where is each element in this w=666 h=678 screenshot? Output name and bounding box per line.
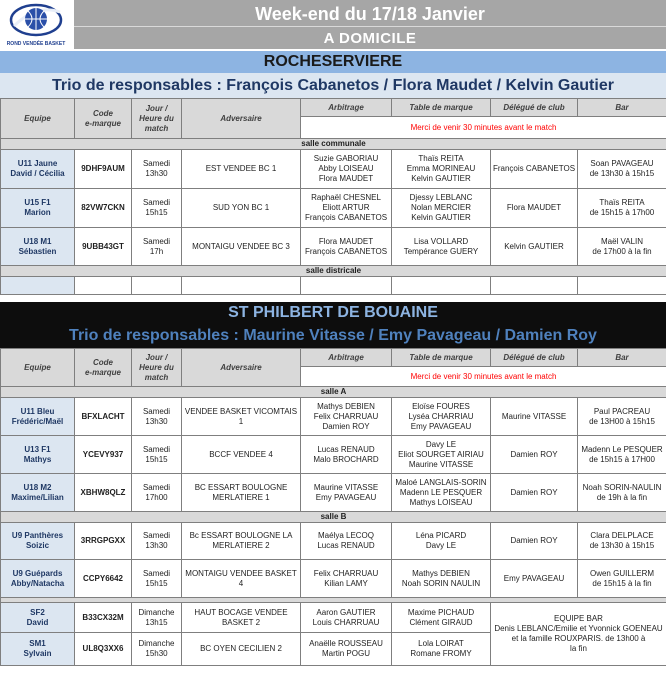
club-delegate: Kelvin GAUTIER: [491, 228, 578, 266]
opponent: VENDEE BASKET VICOMTAIS 1: [182, 398, 301, 436]
table-row: [1, 189, 666, 228]
sunday-bar-team: EQUIPE BAR Denis LEBLANC/Emilie et Yvonnick GOENEAU et la famille ROUXPARIS. de 13h00 à la fin: [491, 603, 666, 666]
score-table: Davy LE Eliot SOURGET AIRIAU Maurine VITASSE: [392, 436, 491, 474]
team-cell: SM1 Sylvain: [1, 633, 75, 666]
team-cell: SF2 David: [1, 603, 75, 633]
referees: Suzie GABORIAU Abby LOISEAU Flora MAUDET: [301, 150, 392, 189]
referees: Anaëlle ROUSSEAU Martin POGU: [301, 633, 392, 666]
bar-duty: Thaïs REITA de 15h15 à 17h00: [578, 189, 666, 228]
column-header: Bar: [578, 99, 666, 117]
match-time: Dimanche 15h30: [132, 633, 182, 666]
club-delegate: Damien ROY: [491, 523, 578, 560]
emarque-code: YCEVY937: [75, 436, 132, 474]
opponent: EST VENDEE BC 1: [182, 150, 301, 189]
club-delegate: Emy PAVAGEAU: [491, 560, 578, 598]
column-header: Code e-marque: [75, 99, 132, 139]
salle-label: salle communale: [1, 139, 666, 150]
score-table: Maxime PICHAUD Clément GIRAUD: [392, 603, 491, 633]
salle-label: salle districale: [1, 266, 666, 277]
table-header-row: [1, 349, 666, 367]
emarque-code: 9UBB43GT: [75, 228, 132, 266]
opponent: Bc ESSART BOULOGNE LA MERLATIERE 2: [182, 523, 301, 560]
referees: Maélya LECOQ Lucas RENAUD: [301, 523, 392, 560]
team-cell: U9 Panthères Soizic: [1, 523, 75, 560]
match-time: Samedi 13h30: [132, 150, 182, 189]
table-row: [1, 228, 666, 266]
club-delegate: Damien ROY: [491, 436, 578, 474]
emarque-code: XBHW8QLZ: [75, 474, 132, 512]
score-table: Eloïse FOURES Lyséa CHARRIAU Emy PAVAGEAU: [392, 398, 491, 436]
emarque-code: B33CX32M: [75, 603, 132, 633]
opponent: MONTAIGU VENDEE BC 3: [182, 228, 301, 266]
column-header: Table de marque: [392, 349, 491, 367]
club-delegate: Flora MAUDET: [491, 189, 578, 228]
table-row: [1, 474, 666, 512]
salle-label: salle A: [1, 387, 666, 398]
opponent: SUD YON BC 1: [182, 189, 301, 228]
bar-duty: Clara DELPLACE de 13h30 à 15h15: [578, 523, 666, 560]
emarque-code: BFXLACHT: [75, 398, 132, 436]
emarque-code: 9DHF9AUM: [75, 150, 132, 189]
empty-row: [1, 277, 666, 295]
team-cell: U11 Bleu Frédéric/Maël: [1, 398, 75, 436]
table-row: [1, 150, 666, 189]
bar-duty: Owen GUILLERM de 15h15 à la fin: [578, 560, 666, 598]
club-logo: [0, 0, 74, 49]
column-header: Jour / Heure du match: [132, 349, 182, 387]
referees: Felix CHARRUAU Kilian LAMY: [301, 560, 392, 598]
match-time: Samedi 13h30: [132, 398, 182, 436]
score-table: Mathys DEBIEN Noah SORIN NAULIN: [392, 560, 491, 598]
column-header: Adversaire: [182, 349, 301, 387]
club-delegate: Maurine VITASSE: [491, 398, 578, 436]
referees: Raphaël CHESNEL Eliott ARTUR François CABANETOS: [301, 189, 392, 228]
page-title: Week-end du 17/18 Janvier: [74, 0, 666, 26]
bar-duty: Maël VALIN de 17h00 à la fin: [578, 228, 666, 266]
venue-trio: Trio de responsables : Maurine Vitasse / Emy Pavageau / Damien Roy: [0, 324, 666, 348]
opponent: HAUT BOCAGE VENDEE BASKET 2: [182, 603, 301, 633]
referees: Maurine VITASSE Emy PAVAGEAU: [301, 474, 392, 512]
svg-text:ROND VENDÉE BASKET: ROND VENDÉE BASKET: [6, 41, 66, 47]
column-header: Arbitrage: [301, 349, 392, 367]
match-time: Samedi 15h15: [132, 560, 182, 598]
match-time: Samedi 17h: [132, 228, 182, 266]
team-cell: U9 Guépards Abby/Natacha: [1, 560, 75, 598]
schedule-table-2: [0, 348, 666, 666]
score-table: Thaïs REITA Emma MORINEAU Kelvin GAUTIER: [392, 150, 491, 189]
bar-duty: Madenn Le PESQUER de 15h15 à 17H00: [578, 436, 666, 474]
match-time: Samedi 15h15: [132, 189, 182, 228]
venue-name: ST PHILBERT DE BOUAINE: [0, 302, 666, 324]
referees: Mathys DEBIEN Felix CHARRUAU Damien ROY: [301, 398, 392, 436]
club-delegate: Damien ROY: [491, 474, 578, 512]
score-table: Djessy LEBLANC Nolan MERCIER Kelvin GAUTIER: [392, 189, 491, 228]
column-header: Equipe: [1, 99, 75, 139]
team-cell: U18 M1 Sébastien: [1, 228, 75, 266]
opponent: BCCF VENDEE 4: [182, 436, 301, 474]
venue-trio: Trio de responsables : François Cabanetos / Flora Maudet / Kelvin Gautier: [0, 73, 666, 98]
bar-duty: Paul PACREAU de 13H00 à 15h15: [578, 398, 666, 436]
column-header: Délégué de club: [491, 349, 578, 367]
column-header: Arbitrage: [301, 99, 392, 117]
referees: Lucas RENAUD Malo BROCHARD: [301, 436, 392, 474]
opponent: MONTAIGU VENDEE BASKET 4: [182, 560, 301, 598]
referees: Aaron GAUTIER Louis CHARRUAU: [301, 603, 392, 633]
emarque-code: UL8Q3XX6: [75, 633, 132, 666]
team-cell: U18 M2 Maxime/Lilian: [1, 474, 75, 512]
referees: Flora MAUDET François CABANETOS: [301, 228, 392, 266]
venue-name: ROCHESERVIERE: [0, 51, 666, 73]
score-table: Lola LOIRAT Romane FROMY: [392, 633, 491, 666]
column-header: Bar: [578, 349, 666, 367]
table-header-row: [1, 99, 666, 117]
opponent: BC ESSART BOULOGNE MERLATIERE 1: [182, 474, 301, 512]
table-row: [1, 560, 666, 598]
match-time: Samedi 15h15: [132, 436, 182, 474]
column-header: Code e-marque: [75, 349, 132, 387]
column-header: Table de marque: [392, 99, 491, 117]
column-header: Jour / Heure du match: [132, 99, 182, 139]
team-cell: U13 F1 Mathys: [1, 436, 75, 474]
team-cell: U11 Jaune David / Cécilia: [1, 150, 75, 189]
score-table: Lisa VOLLARD Tempérance GUERY: [392, 228, 491, 266]
emarque-code: 82VW7CKN: [75, 189, 132, 228]
emarque-code: 3RRGPGXX: [75, 523, 132, 560]
bar-duty: Soan PAVAGEAU de 13h30 à 15h15: [578, 150, 666, 189]
table-row: [1, 523, 666, 560]
opponent: BC OYEN CECILIEN 2: [182, 633, 301, 666]
column-header: Délégué de club: [491, 99, 578, 117]
arrival-note: Merci de venir 30 minutes avant le match: [301, 117, 666, 139]
match-time: Samedi 13h30: [132, 523, 182, 560]
page-subtitle: A DOMICILE: [74, 26, 666, 49]
bar-duty: Noah SORIN-NAULIN de 19h à la fin: [578, 474, 666, 512]
table-row: [1, 603, 666, 633]
score-table: Maloé LANGLAIS-SORIN Madenn LE PESQUER Mathys LOISEAU: [392, 474, 491, 512]
team-cell: U15 F1 Marion: [1, 189, 75, 228]
emarque-code: CCPY6642: [75, 560, 132, 598]
salle-label: salle B: [1, 512, 666, 523]
club-delegate: François CABANETOS: [491, 150, 578, 189]
table-row: [1, 436, 666, 474]
match-time: Dimanche 13h15: [132, 603, 182, 633]
table-row: [1, 398, 666, 436]
basketball-logo-icon: [0, 0, 74, 49]
column-header: Equipe: [1, 349, 75, 387]
score-table: Léna PICARD Davy LE: [392, 523, 491, 560]
column-header: Adversaire: [182, 99, 301, 139]
match-time: Samedi 17h00: [132, 474, 182, 512]
schedule-table-1: [0, 98, 666, 295]
arrival-note: Merci de venir 30 minutes avant le match: [301, 367, 666, 387]
